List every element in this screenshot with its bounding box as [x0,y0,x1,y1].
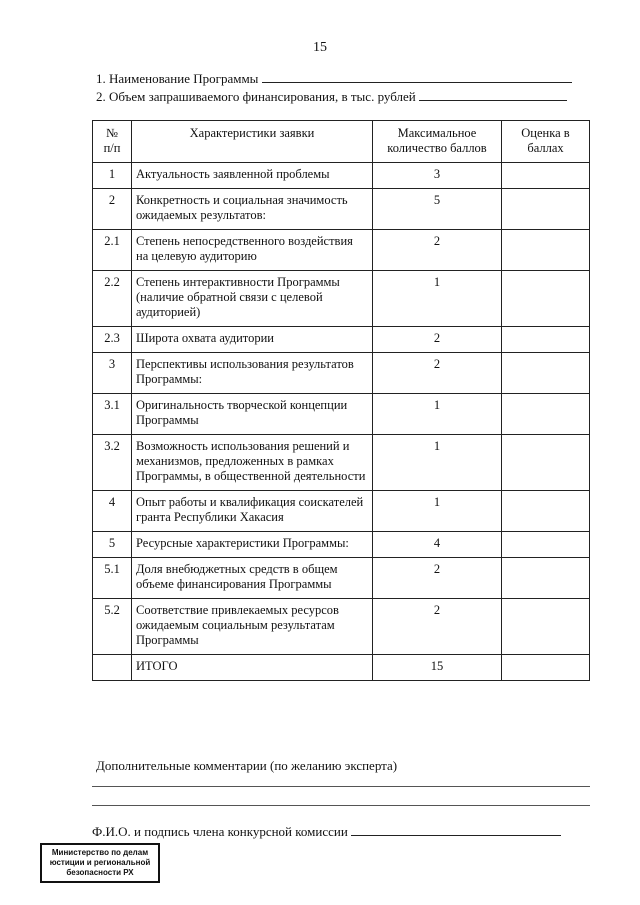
row-score-cell[interactable] [502,327,590,353]
row-score-cell[interactable] [502,655,590,681]
funding-volume-label: 2. Объем запрашиваемого финансирования, в тыс. рублей [96,89,416,104]
row-number: 4 [93,491,132,532]
ministry-stamp: Министерство по делам юстиции и региональной безопасности РХ [40,843,160,883]
row-score-cell[interactable] [502,189,590,230]
comments-line-2[interactable] [92,805,590,806]
row-characteristic: Ресурсные характеристики Программы: [132,532,373,558]
table-row [93,435,590,491]
row-score-cell[interactable] [502,271,590,327]
row-max-points: 3 [373,163,502,189]
table-row [93,394,590,435]
row-characteristic: Опыт работы и квалификация соискателей гранта Республики Хакасия [132,491,373,532]
table-row [93,655,590,681]
row-score-cell[interactable] [502,532,590,558]
row-characteristic: ИТОГО [132,655,373,681]
table-row [93,491,590,532]
row-score-cell[interactable] [502,163,590,189]
row-number: 2 [93,189,132,230]
row-max-points: 4 [373,532,502,558]
page-number: 15 [313,40,327,55]
table-row [93,327,590,353]
table-row [93,532,590,558]
row-score-cell[interactable] [502,558,590,599]
header-num: № п/п [93,121,132,163]
row-max-points: 1 [373,491,502,532]
evaluation-table [92,120,590,681]
row-number [93,655,132,681]
row-characteristic: Оригинальность творческой концепции Программы [132,394,373,435]
signature-field [92,823,561,840]
row-characteristic: Конкретность и социальная значимость ожидаемых результатов: [132,189,373,230]
row-characteristic: Актуальность заявленной проблемы [132,163,373,189]
row-score-cell[interactable] [502,599,590,655]
row-number: 2.3 [93,327,132,353]
row-max-points: 2 [373,558,502,599]
table-row [93,230,590,271]
row-characteristic: Возможность использования решений и механизмов, предложенных в рамках Программы, в общественной деятельности [132,435,373,491]
funding-volume-field [96,88,567,105]
row-number: 3 [93,353,132,394]
header-score: Оценка в баллах [502,121,590,163]
table-header-row [93,121,590,163]
row-number: 5.2 [93,599,132,655]
row-max-points: 1 [373,435,502,491]
row-max-points: 1 [373,271,502,327]
signature-label: Ф.И.О. и подпись члена конкурсной комиссии [92,824,348,839]
row-characteristic: Широта охвата аудитории [132,327,373,353]
table-row [93,189,590,230]
row-number: 5.1 [93,558,132,599]
row-number: 3.2 [93,435,132,491]
row-score-cell[interactable] [502,435,590,491]
table-row [93,558,590,599]
signature-input[interactable] [351,823,561,836]
row-max-points: 5 [373,189,502,230]
row-characteristic: Доля внебюджетных средств в общем объеме финансирования Программы [132,558,373,599]
program-name-input[interactable] [262,70,572,83]
header-characteristics: Характеристики заявки [132,121,373,163]
row-number: 1 [93,163,132,189]
row-score-cell[interactable] [502,230,590,271]
row-number: 3.1 [93,394,132,435]
row-characteristic: Степень интерактивности Программы (наличие обратной связи с целевой аудиторией) [132,271,373,327]
program-name-label: 1. Наименование Программы [96,71,259,86]
table-row [93,599,590,655]
row-characteristic: Соответствие привлекаемых ресурсов ожидаемым социальным результатам Программы [132,599,373,655]
row-max-points: 15 [373,655,502,681]
table-row [93,353,590,394]
row-characteristic: Перспективы использования результатов Программы: [132,353,373,394]
row-max-points: 2 [373,230,502,271]
table-row [93,271,590,327]
row-max-points: 2 [373,353,502,394]
row-max-points: 2 [373,599,502,655]
row-score-cell[interactable] [502,394,590,435]
row-characteristic: Степень непосредственного воздействия на целевую аудиторию [132,230,373,271]
row-number: 2.2 [93,271,132,327]
comments-line-1[interactable] [92,786,590,787]
row-number: 5 [93,532,132,558]
row-max-points: 2 [373,327,502,353]
row-max-points: 1 [373,394,502,435]
header-max-points: Максимальное количество баллов [373,121,502,163]
row-number: 2.1 [93,230,132,271]
comments-label: Дополнительные комментарии (по желанию эксперта) [96,758,398,773]
funding-volume-input[interactable] [419,88,567,101]
table-row [93,163,590,189]
row-score-cell[interactable] [502,491,590,532]
program-name-field [96,70,572,87]
row-score-cell[interactable] [502,353,590,394]
